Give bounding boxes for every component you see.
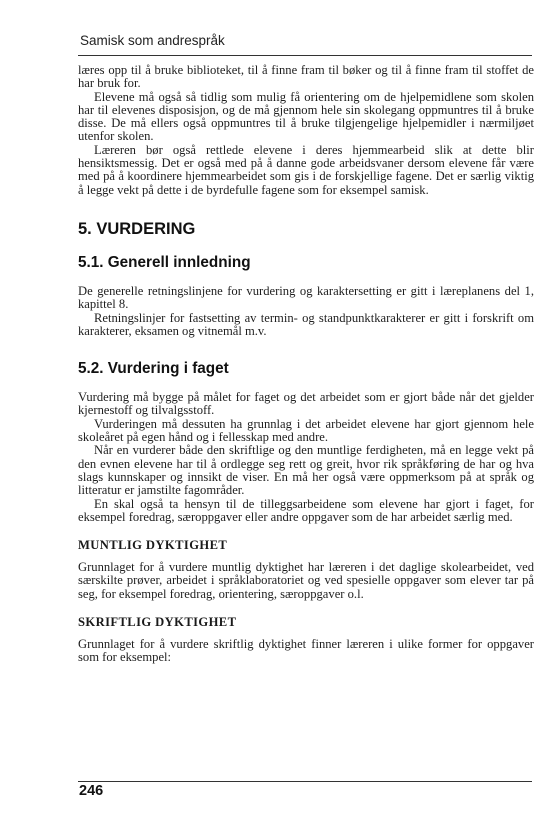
section-5-2-paragraph: En skal også ta hensyn til de tilleggsarbeidene som elevene har gjort i faget, for eksempel foredrag, særoppgaver eller andre oppgaver som de har arbeidet særlig med. (78, 496, 534, 524)
intro-paragraph-continued: læres opp til å bruke biblioteket, til å finne fram til bøker og til å finne fram til stoffet de har bruk for. (78, 63, 534, 91)
section-5-1-paragraph: De generelle retningslinjene for vurdering og karaktersetting er gitt i læreplanens del 1, kapittel 8. (78, 283, 534, 312)
written-skills-heading: SKRIFTLIG DYKTIGHET (78, 615, 237, 630)
page-content (78, 64, 534, 665)
oral-skills-heading: MUNTLIG DYKTIGHET (78, 538, 228, 553)
chapter-heading: 5. VURDERING (78, 219, 196, 238)
written-skills-paragraph: Grunnlaget for å vurdere skriftlig dyktighet finner læreren i ulike former for oppgaver som for eksempel: (78, 637, 534, 665)
section-5-1-paragraph: Retningslinjer for fastsetting av termin- og standpunktkarakterer er gitt i forskrift om karakterer, eksamen og vitnemål m.v. (78, 310, 534, 338)
running-head: Samisk som andrespråk (80, 33, 225, 48)
section-5-2-paragraph: Vurdering må bygge på målet for faget og det arbeidet som er gjort både når det gjelder kjernestoff og tilvalgsstoff. (78, 390, 534, 418)
footer-rule (78, 781, 532, 782)
page-number: 246 (79, 783, 104, 799)
intro-paragraph: Elevene må også så tidlig som mulig få orientering om de hjelpemidlene som skolen har til elevenes disposisjon, og de må gjennom hele sin skolegang oppmuntres til å bruke disse. De må ellers også oppmuntres til å bruke tilgjengelige hjelpemidler i nærmiljøet utenfor skolen. (78, 89, 534, 144)
intro-paragraph: Læreren bør også rettlede elevene i deres hjemmearbeid slik at dette blir hensiktsmessig. Det er også med på å danne gode arbeidsvaner dersom elevene får være med på å koordinere hjemmearbeidet som gis i de forskjellige fagene. Det er særlig viktig å legge vekt på dette i de byrdefulle fagene som for eksempel samisk. (78, 142, 534, 197)
header-rule (78, 55, 532, 56)
section-heading-5-1: 5.1. Generell innledning (78, 253, 251, 271)
section-5-2-paragraph: Vurderingen må dessuten ha grunnlag i det arbeidet elevene har gjort gjennom hele skoleåret på egen hånd og i fellesskap med andre. (78, 416, 534, 445)
section-5-2-paragraph: Når en vurderer både den skriftlige og den muntlige ferdigheten, må en legge vekt på den evnen elevene har til å ordlegge seg rett og greit, hvor rik språkføring de har og hva slags kunnskaper og innsikt de viser. En må her også være oppmerksom på at språk og litteratur er jamstilte fagområder. (78, 443, 534, 498)
oral-skills-paragraph: Grunnlaget for å vurdere muntlig dyktighet har læreren i det daglige skolearbeidet, ved særskilte prøver, arbeidet i språklaboratoriet og ved spesielle oppgaver som elever tar på seg, for eksempel foredrag, orientering, særoppgaver o.l. (78, 560, 534, 601)
section-heading-5-2: 5.2. Vurdering i faget (78, 360, 229, 378)
